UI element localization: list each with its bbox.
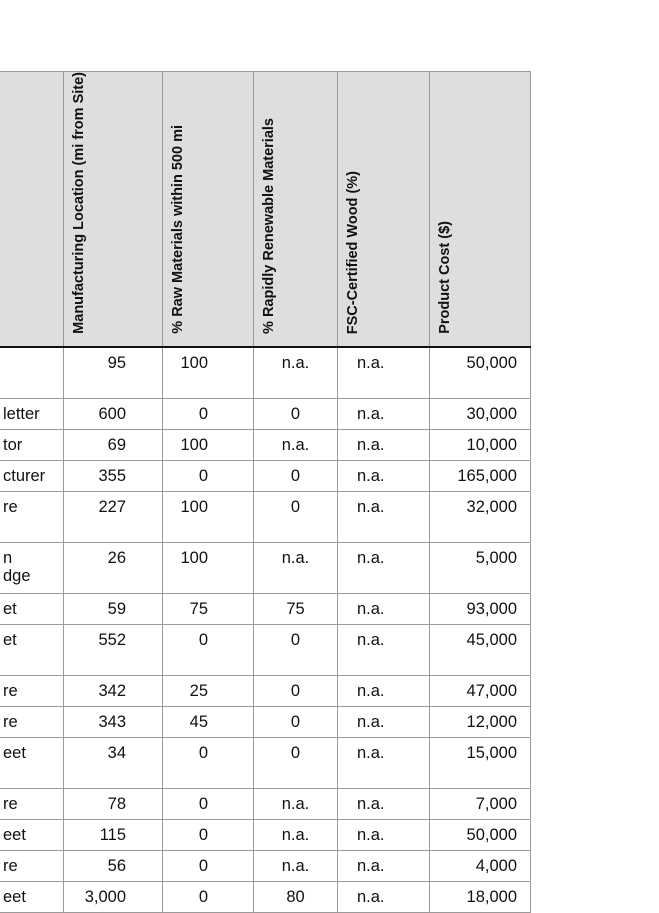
cell-cost: 93,000 [430, 593, 531, 624]
cell-renewable: n.a. [254, 850, 338, 881]
row-label: eet [0, 819, 64, 850]
cell-fsc: n.a. [338, 593, 430, 624]
table-row [0, 624, 531, 675]
cell-raw-materials: 0 [163, 881, 254, 912]
header-manufacturing-location: Manufacturing Location (mi from Site) [64, 72, 163, 347]
cell-renewable: 0 [254, 706, 338, 737]
header-product-cost: Product Cost ($) [430, 72, 531, 347]
table-row [0, 593, 531, 624]
cell-raw-materials: 0 [163, 398, 254, 429]
cell-renewable: 75 [254, 593, 338, 624]
cell-fsc: n.a. [338, 624, 430, 675]
cell-fsc: n.a. [338, 460, 430, 491]
table-row [0, 675, 531, 706]
row-label: re [0, 788, 64, 819]
cell-fsc: n.a. [338, 706, 430, 737]
cell-raw-materials: 0 [163, 788, 254, 819]
cell-fsc: n.a. [338, 675, 430, 706]
cell-distance: 56 [64, 850, 163, 881]
table-row [0, 398, 531, 429]
cell-renewable: 0 [254, 460, 338, 491]
cell-cost: 32,000 [430, 491, 531, 542]
row-label: n dge [0, 542, 64, 593]
cell-raw-materials: 25 [163, 675, 254, 706]
row-label [0, 347, 64, 399]
header-row [0, 72, 531, 347]
table-row [0, 850, 531, 881]
row-label: et [0, 624, 64, 675]
materials-table [0, 71, 531, 913]
cell-renewable: n.a. [254, 788, 338, 819]
table-row [0, 706, 531, 737]
table-row [0, 491, 531, 542]
cell-renewable: n.a. [254, 347, 338, 399]
cell-cost: 10,000 [430, 429, 531, 460]
cell-cost: 7,000 [430, 788, 531, 819]
cell-renewable: n.a. [254, 429, 338, 460]
cell-cost: 4,000 [430, 850, 531, 881]
table-body [0, 347, 531, 913]
cell-raw-materials: 100 [163, 542, 254, 593]
cell-raw-materials: 100 [163, 429, 254, 460]
row-label: re [0, 706, 64, 737]
table-row [0, 737, 531, 788]
row-label: eet [0, 881, 64, 912]
cell-fsc: n.a. [338, 347, 430, 399]
row-label: et [0, 593, 64, 624]
row-label: re [0, 675, 64, 706]
header-product [0, 72, 64, 347]
cell-cost: 12,000 [430, 706, 531, 737]
cell-cost: 47,000 [430, 675, 531, 706]
cell-distance: 342 [64, 675, 163, 706]
table-row [0, 347, 531, 399]
cell-cost: 50,000 [430, 819, 531, 850]
table-row [0, 429, 531, 460]
cell-raw-materials: 0 [163, 850, 254, 881]
cell-cost: 18,000 [430, 881, 531, 912]
cell-distance: 34 [64, 737, 163, 788]
cell-cost: 30,000 [430, 398, 531, 429]
cell-renewable: n.a. [254, 542, 338, 593]
cell-cost: 15,000 [430, 737, 531, 788]
cell-fsc: n.a. [338, 542, 430, 593]
cell-raw-materials: 0 [163, 624, 254, 675]
table-row [0, 881, 531, 912]
cell-fsc: n.a. [338, 429, 430, 460]
cell-cost: 165,000 [430, 460, 531, 491]
table-row [0, 819, 531, 850]
header-raw-materials: % Raw Materials within 500 mi [163, 72, 254, 347]
cell-fsc: n.a. [338, 819, 430, 850]
table-row [0, 542, 531, 593]
cell-raw-materials: 0 [163, 460, 254, 491]
cell-distance: 59 [64, 593, 163, 624]
row-label: tor [0, 429, 64, 460]
cell-distance: 552 [64, 624, 163, 675]
cell-distance: 355 [64, 460, 163, 491]
cell-raw-materials: 100 [163, 347, 254, 399]
cell-distance: 78 [64, 788, 163, 819]
header-rapidly-renewable: % Rapidly Renewable Materials [254, 72, 338, 347]
cell-renewable: n.a. [254, 819, 338, 850]
cell-fsc: n.a. [338, 491, 430, 542]
cell-cost: 50,000 [430, 347, 531, 399]
cell-fsc: n.a. [338, 881, 430, 912]
row-label: re [0, 850, 64, 881]
cell-distance: 26 [64, 542, 163, 593]
table-row [0, 788, 531, 819]
row-label: re [0, 491, 64, 542]
cell-raw-materials: 75 [163, 593, 254, 624]
cell-cost: 5,000 [430, 542, 531, 593]
cell-distance: 69 [64, 429, 163, 460]
cell-renewable: 80 [254, 881, 338, 912]
cell-distance: 115 [64, 819, 163, 850]
cell-raw-materials: 0 [163, 737, 254, 788]
row-label: eet [0, 737, 64, 788]
cell-fsc: n.a. [338, 788, 430, 819]
cell-distance: 343 [64, 706, 163, 737]
table-row [0, 460, 531, 491]
cell-fsc: n.a. [338, 737, 430, 788]
cell-renewable: 0 [254, 624, 338, 675]
cell-renewable: 0 [254, 737, 338, 788]
cell-distance: 600 [64, 398, 163, 429]
row-label: letter [0, 398, 64, 429]
cell-distance: 227 [64, 491, 163, 542]
cell-distance: 95 [64, 347, 163, 399]
cell-distance: 3,000 [64, 881, 163, 912]
row-label: cturer [0, 460, 64, 491]
cell-fsc: n.a. [338, 850, 430, 881]
cell-cost: 45,000 [430, 624, 531, 675]
cell-fsc: n.a. [338, 398, 430, 429]
cell-raw-materials: 45 [163, 706, 254, 737]
header-fsc-wood: FSC-Certified Wood (%) [338, 72, 430, 347]
cell-renewable: 0 [254, 491, 338, 542]
cell-renewable: 0 [254, 398, 338, 429]
cell-renewable: 0 [254, 675, 338, 706]
cell-raw-materials: 100 [163, 491, 254, 542]
cell-raw-materials: 0 [163, 819, 254, 850]
